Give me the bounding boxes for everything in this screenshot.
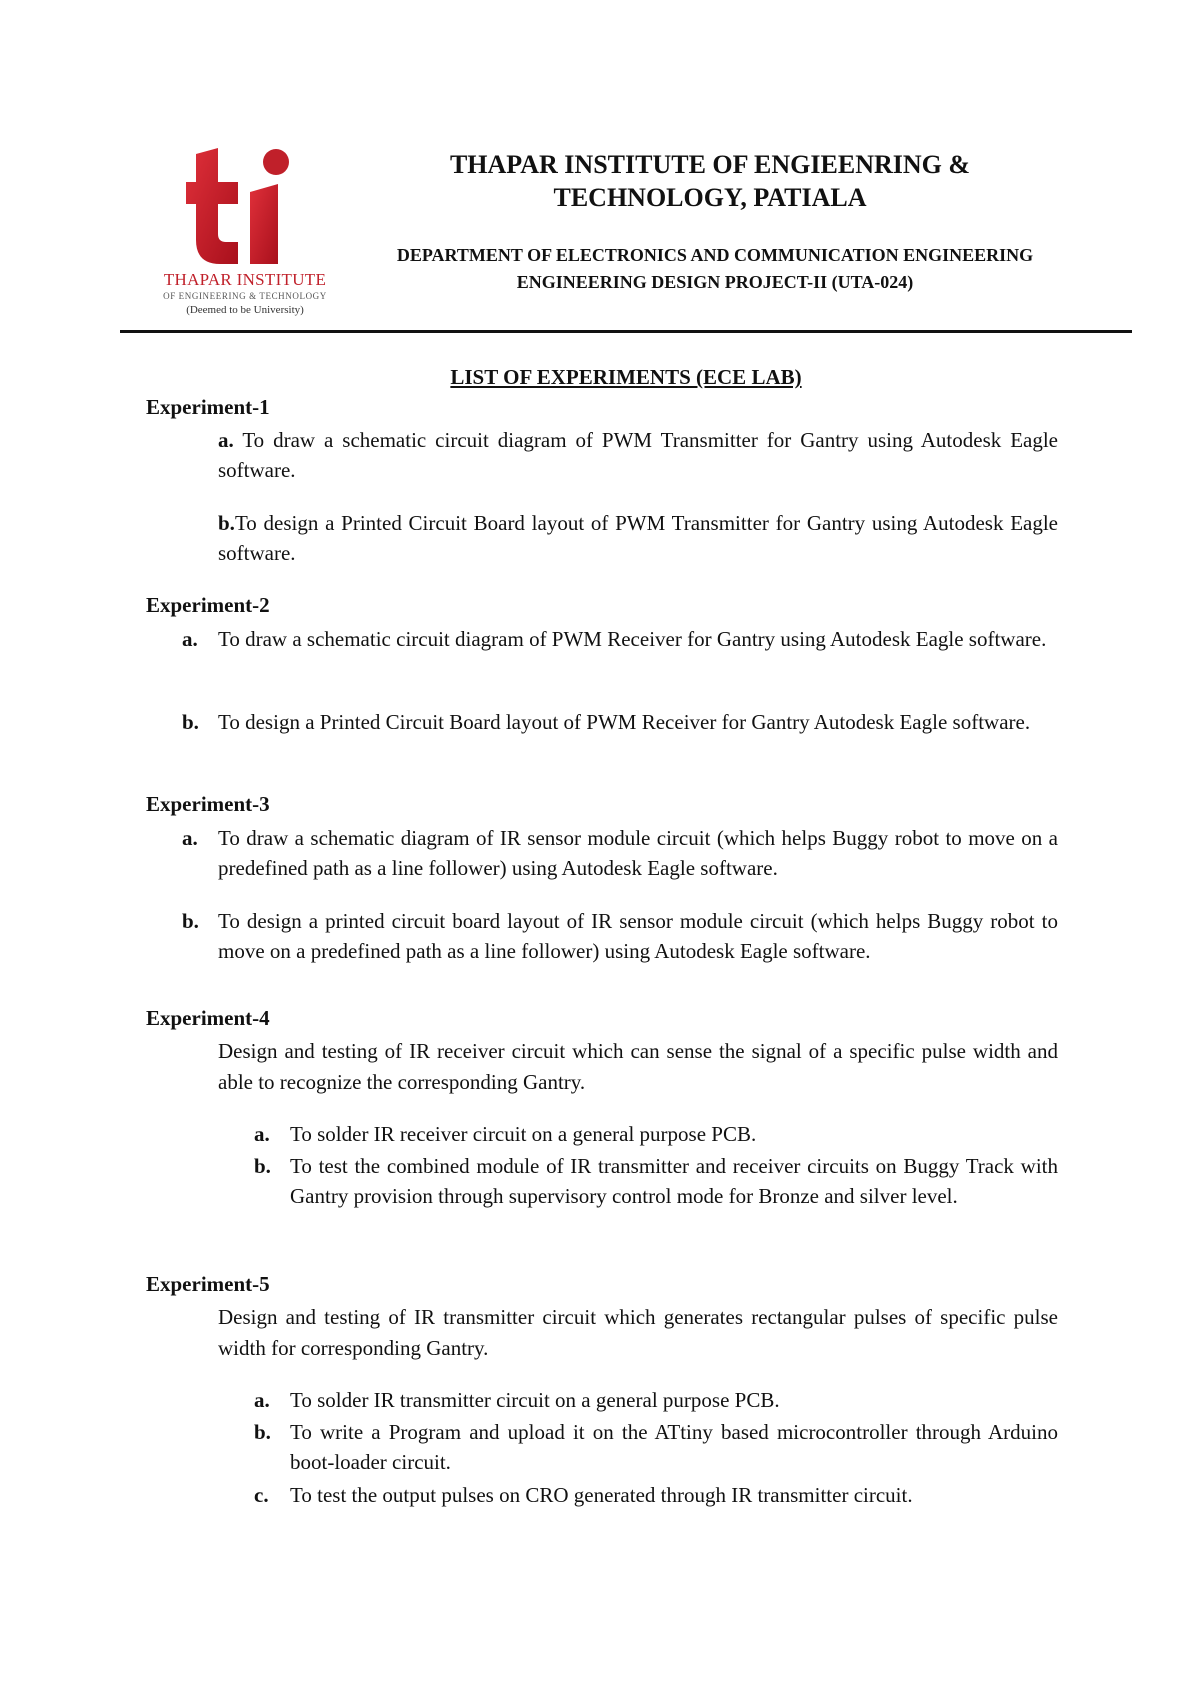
list-item bbox=[254, 1151, 1058, 1211]
item-label: b. bbox=[218, 511, 235, 535]
item-label: b. bbox=[254, 1154, 271, 1178]
item-label: a. bbox=[182, 826, 198, 850]
header-divider bbox=[120, 330, 1132, 333]
item-body: To test the combined module of IR transmitter and receiver circuits on Buggy Track with Gantry provision through supervisory control mode for Bronze and silver level. bbox=[290, 1154, 1058, 1208]
list-item bbox=[182, 906, 1058, 966]
item-body: To solder IR transmitter circuit on a general purpose PCB. bbox=[290, 1388, 780, 1412]
item-label: b. bbox=[254, 1420, 271, 1444]
item-body: To write a Program and upload it on the ATtiny based microcontroller through Arduino boot-loader circuit. bbox=[290, 1420, 1058, 1474]
department-name: DEPARTMENT OF ELECTRONICS AND COMMUNICATION ENGINEERING bbox=[396, 245, 1034, 265]
item-body: To design a printed circuit board layout of IR sensor module circuit (which helps Buggy robot to move on a predefined path as a line follower) using Autodesk Eagle software. bbox=[218, 909, 1058, 963]
item-body: To draw a schematic diagram of IR sensor module circuit (which helps Buggy robot to move on a predefined path as a line follower) using Autodesk Eagle software. bbox=[218, 826, 1058, 880]
department-block bbox=[320, 242, 1110, 296]
experiment-heading: Experiment-3 bbox=[146, 792, 270, 816]
item-body: To draw a schematic circuit diagram of PWM Receiver for Gantry using Autodesk Eagle software. bbox=[218, 627, 1047, 651]
experiment-heading: Experiment-2 bbox=[146, 593, 270, 617]
item-label: a. bbox=[254, 1388, 270, 1412]
item-body: To design a Printed Circuit Board layout of PWM Transmitter for Gantry using Autodesk Eagle software. bbox=[218, 511, 1058, 565]
experiment-intro: Design and testing of IR transmitter circuit which generates rectangular pulses of specific pulse width for corresponding Gantry. bbox=[218, 1305, 1058, 1360]
list-item bbox=[218, 508, 1058, 568]
item-body: To design a Printed Circuit Board layout of PWM Receiver for Gantry Autodesk Eagle software. bbox=[218, 710, 1031, 734]
institute-line-1: THAPAR INSTITUTE OF ENGIEENRING & bbox=[449, 150, 971, 179]
experiment-heading: Experiment-1 bbox=[146, 395, 270, 419]
item-body: To test the output pulses on CRO generated through IR transmitter circuit. bbox=[290, 1483, 913, 1507]
list-item bbox=[254, 1480, 1058, 1510]
logo-subtitle: OF ENGINEERING & TECHNOLOGY bbox=[163, 291, 327, 301]
experiment-heading: Experiment-4 bbox=[146, 1006, 270, 1030]
item-text bbox=[218, 508, 1058, 568]
item-label: b. bbox=[182, 909, 199, 933]
institute-name bbox=[380, 148, 1040, 214]
list-item bbox=[218, 425, 1058, 485]
item-label: b. bbox=[182, 710, 199, 734]
experiment-intro: Design and testing of IR receiver circuit which can sense the signal of a specific pulse width and able to recognize the corresponding Gantry. bbox=[218, 1039, 1058, 1094]
document-title: LIST OF EXPERIMENTS (ECE LAB) bbox=[450, 365, 802, 389]
item-label: a. bbox=[254, 1122, 270, 1146]
list-item bbox=[182, 624, 1058, 654]
item-body: To draw a schematic circuit diagram of PWM Transmitter for Gantry using Autodesk Eagle software. bbox=[218, 428, 1058, 482]
item-text bbox=[218, 425, 1058, 485]
course-name: ENGINEERING DESIGN PROJECT-II (UTA-024) bbox=[516, 272, 914, 292]
experiment-heading: Experiment-5 bbox=[146, 1272, 270, 1296]
logo-name: THAPAR INSTITUTE bbox=[163, 270, 327, 289]
list-item bbox=[182, 823, 1058, 883]
list-item bbox=[254, 1385, 1058, 1415]
ti-logo-icon bbox=[186, 148, 302, 266]
item-label: c. bbox=[254, 1483, 269, 1507]
item-label: a. bbox=[218, 428, 234, 452]
logo-note: (Deemed to be University) bbox=[186, 304, 304, 316]
institute-line-2: TECHNOLOGY, PATIALA bbox=[553, 183, 867, 212]
item-body: To solder IR receiver circuit on a general purpose PCB. bbox=[290, 1122, 757, 1146]
list-item bbox=[254, 1119, 1058, 1149]
institute-logo bbox=[150, 148, 340, 318]
list-item bbox=[254, 1417, 1058, 1477]
list-item bbox=[182, 707, 1058, 737]
item-label: a. bbox=[182, 627, 198, 651]
